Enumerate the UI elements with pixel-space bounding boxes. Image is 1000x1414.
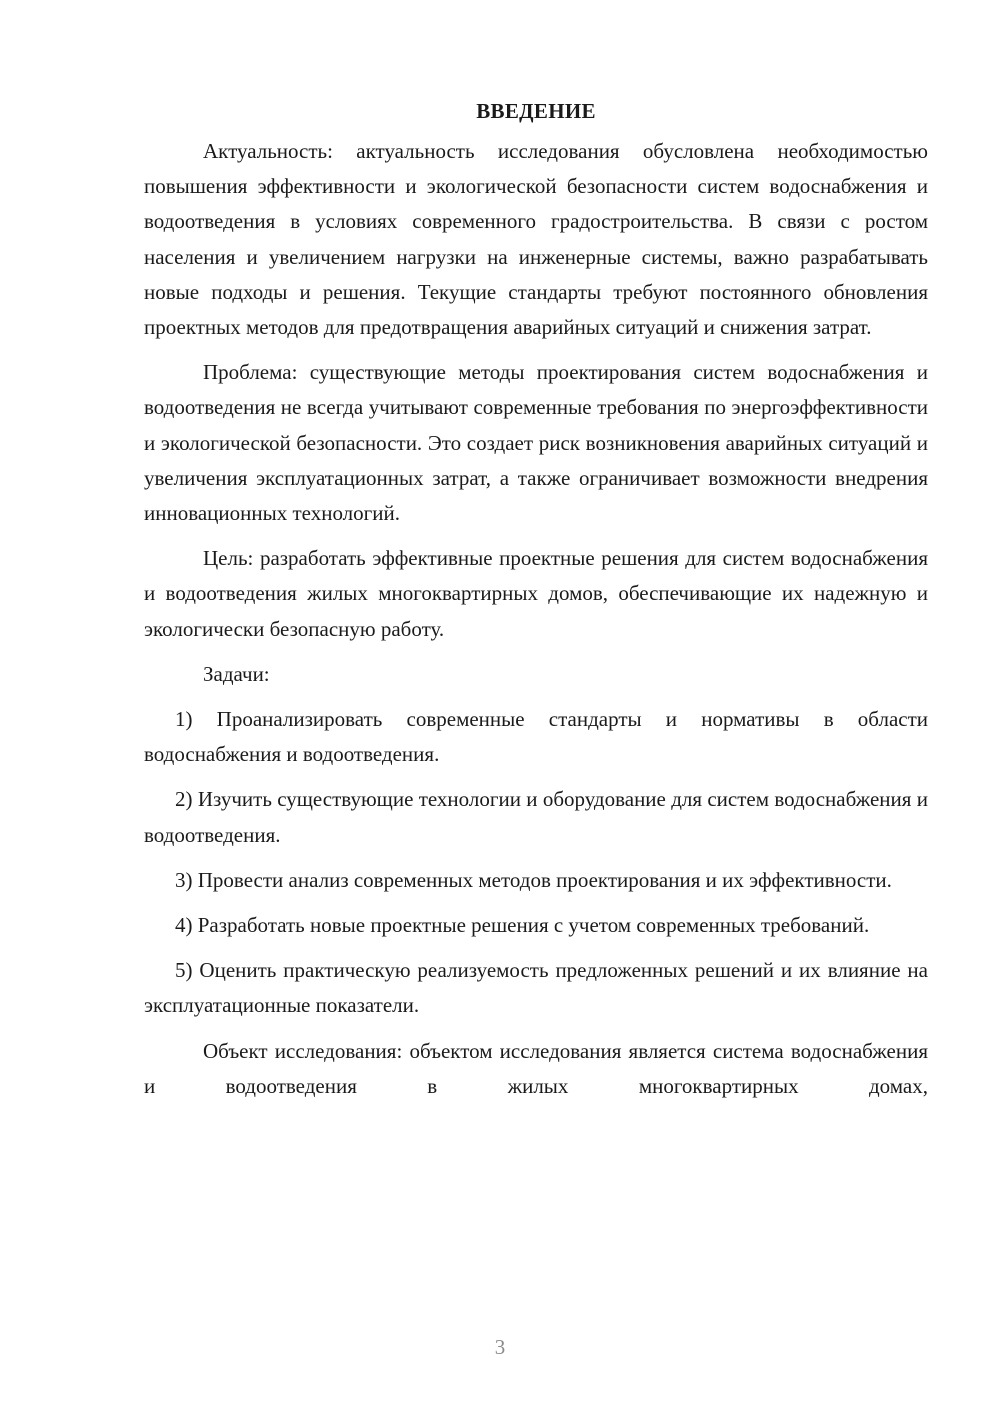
document-page [144,96,928,1104]
task-item-3: 3) Провести анализ современных методов проектирования и их эффективности. [175,867,892,892]
page-number: 3 [494,1335,506,1359]
tasks-heading: Задачи: [203,661,270,686]
task-item-1: 1) Проанализировать современные стандарты и нормативы в области водоснабжения и водоотведения. [144,707,928,767]
task-item-2: 2) Изучить существующие технологии и оборудование для систем водоснабжения и водоотведения. [144,787,928,847]
problem-paragraph: Проблема: существующие методы проектирования систем водоснабжения и водоотведения не всегда учитывают современные требования по энергоэффективности и экологической безопасности. Это создает риск возникновения аварийных ситуаций и увеличения эксплуатационных затрат, а также ограничивает возможности внедрения инновационных технологий. [144,360,928,526]
task-item-4: 4) Разработать новые проектные решения с учетом современных требований. [175,913,870,938]
task-item-5: 5) Оценить практическую реализуемость предложенных решений и их влияние на эксплуатационные показатели. [144,958,928,1018]
goal-paragraph: Цель: разработать эффективные проектные решения для систем водоснабжения и водоотведения жилых многоквартирных домов, обеспечивающие их надежную и экологически безопасную работу. [144,546,928,641]
relevance-paragraph: Актуальность: актуальность исследования обусловлена необходимостью повышения эффективности и экологической безопасности систем водоснабжения и водоотведения в условиях современного градостроительства. В связи с ростом населения и увеличением нагрузки на инженерные системы, важно разрабатывать новые подходы и решения. Текущие стандарты требуют постоянного обновления проектных методов для предотвращения аварийных ситуаций и снижения затрат. [144,139,928,340]
object-paragraph: Объект исследования: объектом исследования является система водоснабжения и водоотведения в жилых многоквартирных домах, [144,1038,928,1098]
section-title: ВВЕДЕНИЕ [476,99,596,123]
